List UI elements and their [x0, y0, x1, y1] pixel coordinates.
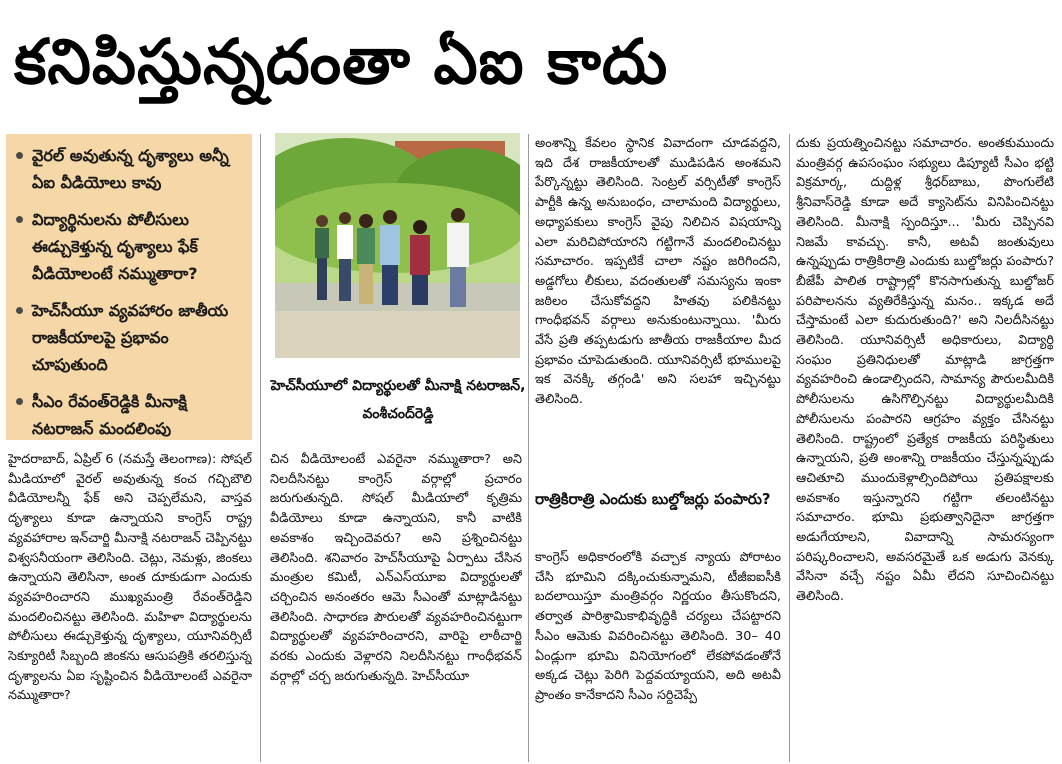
bullet-icon	[16, 216, 23, 223]
highlight-item	[16, 297, 246, 378]
column-divider	[789, 134, 790, 762]
column-2-text: చిన వీడియోలంటే ఎవరైనా నమ్ముతారా? అని నిలదీసినట్టు కాంగ్రెస్ వర్గాల్లో ప్రచారం జరుగుతున్నది. సోషల్ మీడియాలో కృత్రిమ వీడియోలు కూడా ఉన్నాయని, కానీ వాటికి అవకాశం ఇచ్చిందెవరు? అని ప్రశ్నించినట్టు తెలిసింది. శనివారం హెచ్‌సీయూపై ఏర్పాటు చేసిన మంత్రుల కమిటీ, ఎన్‌ఎస్‌యూఐ విద్యార్థులతో చర్చించిన అనంతరం ఆమె సీఎంతో మాట్లాడినట్టు తెలిసింది. సాధారణ పౌరులతో వ్యవహరించినట్టుగా విద్యార్థులతో వ్యవహరించారని, వారిపై లాఠీచార్జి వరకు ఎందుకు వెళ్లారని నిలదీసినట్టు గాంధీభవన్ వర్గాల్లో చర్చ జరుగుతున్నది. హెచ్‌సీయూ	[270, 452, 522, 684]
column-3-text: అంశాన్ని కేవలం స్థానిక వివాదంగా చూడవద్దని, ఇది దేశ రాజకీయాలతో ముడిపడిన అంశమని పేర్కొన్నట్టు తెలిసింది. సెంట్రల్ వర్సిటీతో కాంగ్రెస్ పార్టీకి ఉన్న అనుబంధం, చాలామంది విద్యార్థులు, అధ్యాపకులు కాంగ్రెస్ వైపు నిలిచిన విషయాన్ని ఎలా మరిచిపోయారని గట్టిగానే మందలించినట్టు సమాచారం. ఇప్పటికే చాలా నష్టం జరిగిందని, అడ్డగోలు లీకులు, వదంతులతో సమస్యను ఇంకా జఠిలం చేసుకోవద్దని హితవు పలికినట్టు గాంధీభవన్ వర్గాలు అనుకుంటున్నాయి. 'మీరు వేసే ప్రతి తప్పటడుగు జాతీయ రాజకీయాల మీద ప్రభావం చూపెడుతుంది. యూనివర్సిటీ భూములపై ఇక వెనక్కి తగ్గండి' అని సలహా ఇచ్చినట్టు తెలిసింది.	[535, 136, 781, 408]
news-photo	[275, 133, 520, 358]
subheading: రాత్రికిరాత్రి ఎందుకు బుల్డోజర్లు పంపారు?	[535, 490, 771, 508]
highlight-text: విద్యార్థినులను పోలీసులు ఈడ్చుకెళ్తున్న దృశ్యాలు ఫేక్ వీడియోలంటే నమ్ముతారా?	[32, 210, 198, 283]
bullet-icon	[16, 307, 23, 314]
highlight-text: హెచ్‌సీయూ వ్యవహారం జాతీయ రాజకీయాలపై ప్రభావం చూపుతుంది	[32, 301, 229, 374]
article-column-1	[8, 450, 252, 762]
highlight-item	[16, 142, 246, 196]
highlights-box	[6, 134, 252, 440]
bullet-icon	[16, 152, 23, 159]
article-column-2	[270, 450, 522, 762]
column-3b-text: కాంగ్రెస్ అధికారంలోకి వచ్చాక న్యాయ పోరాటం చేసి భూమిని దక్కించుకున్నామని, టీజీఐఐసీకి బదలాయిస్తూ మంత్రివర్గం నిర్ణయం తీసుకొందని, తర్వాత పారిశ్రామికాభివృద్ధికి చర్యలు చేపట్టారని సీఎం ఆమెకు వివరించినట్టు తెలిసింది. 30– 40 ఏండ్లుగా భూమి వినియోగంలో లేకపోవడంతోనే అక్కడ చెట్లు పెరిగి పెద్దవయ్యాయని, అది అటవీ ప్రాంతం కానేకాదని సీఎం సర్దిచెప్పే	[535, 550, 781, 703]
photo-caption: హెచ్‌సీయూలో విద్యార్థులతో మీనాక్షి నటరాజన్, వంశీచంద్‌రెడ్డి	[270, 378, 526, 422]
highlight-text: సీఎం రేవంత్‌రెడ్డికి మీనాక్షి నటరాజన్ మందలింపు	[32, 392, 187, 438]
article-column-3-continued	[535, 548, 781, 762]
column-divider	[528, 134, 529, 762]
article-column-4	[796, 134, 1054, 762]
highlight-item	[16, 388, 246, 440]
column-1-text: హైదరాబాద్, ఏప్రిల్ 6 (నమస్తే తెలంగాణ): సోషల్ మీడియాలో వైరల్ అవుతున్న కంచ గచ్చిబౌలి వీడియోలన్నీ ఫేక్ అని చెప్పలేమని, వాస్తవ దృశ్యాలు కూడా ఉన్నాయని కాంగ్రెస్ రాష్ట్ర వ్యవహారాల ఇన్‌చార్జి మీనాక్షి నటరాజన్ చెప్పినట్టు విశ్వసనీయంగా తెలిసింది. చెట్లు, నెమళ్లు, జింకలు ఉన్నాయని తెలిసినా, అంత దూకుడుగా ఎందుకు వ్యవహరించారని ముఖ్యమంత్రి రేవంత్‌రెడ్డిని మందలించినట్టు తెలిసింది. మహిళా విద్యార్థులను పోలీసులు ఈడ్చుకెళ్తున్న దృశ్యాలు, యూనివర్సిటీ సెక్యూరిటీ సిబ్బంది జింకను ఆసుపత్రికి తరలిస్తున్న దృశ్యాలను ఏఐ సృష్టించిన వీడియోలంటే ఎవరైనా నమ్ముతారా?	[8, 452, 252, 704]
highlight-item	[16, 206, 246, 287]
headline: కనిపిస్తున్నదంతా ఏఐ కాదు	[14, 25, 669, 98]
column-divider	[260, 134, 261, 762]
bullet-icon	[16, 398, 23, 405]
highlight-text: వైరల్ అవుతున్న దృశ్యాలు అన్నీ ఏఐ వీడియోలు కావు	[32, 146, 229, 192]
column-4-text: దుకు ప్రయత్నించినట్టు సమాచారం. అంతకుముందు మంత్రివర్గ ఉపసంఘం సభ్యులు డిప్యూటీ సీఎం భట్టి విక్రమార్క, దుద్దిళ్ల శ్రీధర్‌బాబు, పొంగులేటి శ్రీనివాస్‌రెడ్డి కూడా అదే క్యాసెట్‌ను వినిపించినట్టు తెలిసింది. మీనాక్షి స్పందిస్తూ... 'మీరు చెప్పినవి నిజమే కావచ్చు. కానీ, అటవీ జంతువులు ఉన్నప్పుడు రాత్రికిరాత్రి ఎందుకు బుల్డోజర్లు పంపారు? బీజేపీ పాలిత రాష్ట్రాల్లో కొనసాగుతున్న బుల్డోజర్ పరిపాలనను వ్యతిరేకిస్తున్న మనం.. ఇక్కడ అదే చేస్తామంటే ఎలా కుదురుతుంది?' అని నిలదీసినట్టు తెలిసింది. యూనివర్సిటీ అధికారులు, విద్యార్థి సంఘం ప్రతినిధులతో మాట్లాడి జాగ్రత్తగా వ్యవహరించి ఉండాల్సిందని, సామాన్య పౌరులమీదికి పోలీసులను ఉసిగొల్పినట్టు విద్యార్థులమీదికి పోలీసులను పంపారని ఆగ్రహం వ్యక్తం చేసినట్టు తెలిసింది. రాష్ట్రంలో ప్రత్యేక రాజకీయ పరిస్థితులు ఉన్నాయని, ప్రతి అంశాన్ని రాజకీయం చేస్తున్నప్పుడు ఆచితూచి ముందుకెళ్లాల్సిందిపోయి ప్రతిపక్షాలకు అవకాశం ఇస్తున్నారని గట్టిగా తలంటినట్టు సమాచారం. భూమి ప్రభుత్వానిదైనా జాగ్రత్తగా అడుగేయాలని, వివాదాన్ని సామరస్యంగా పరిష్కరించాలని, అవసరమైతే ఒక అడుగు వెనక్కు వేసినా వచ్చే నష్టం ఏమీ లేదని సూచించినట్టు తెలిసింది.	[796, 136, 1054, 605]
article-column-3	[535, 134, 781, 478]
